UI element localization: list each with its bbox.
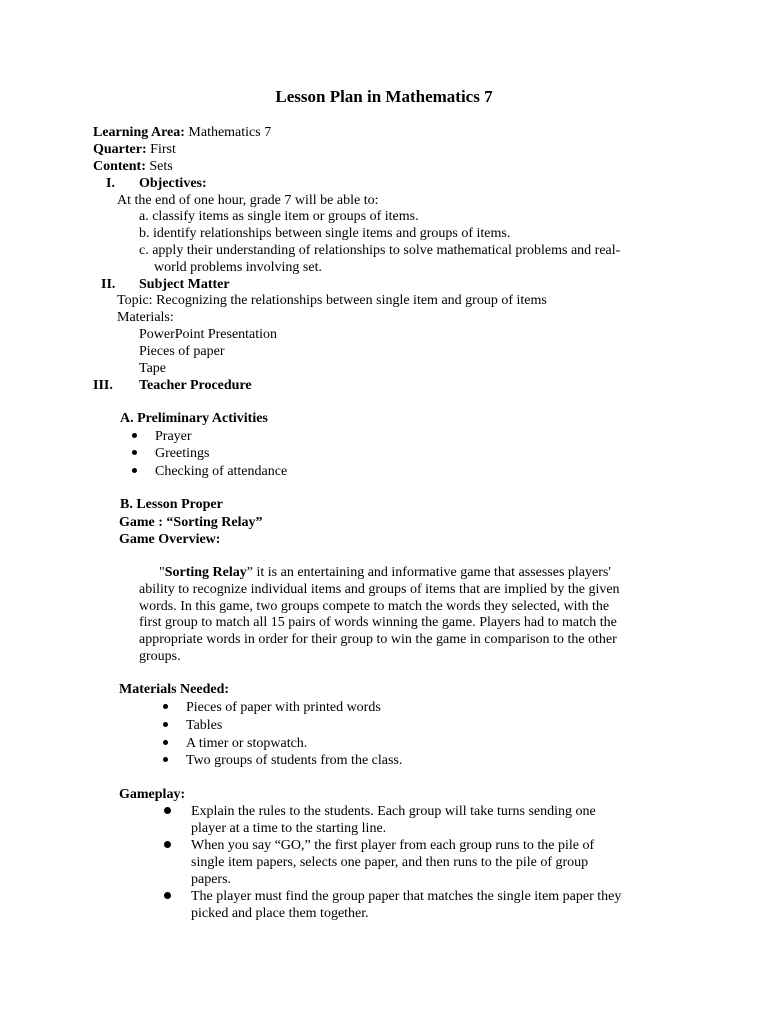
overview-line: groups. [139, 649, 181, 664]
bullet-icon [132, 433, 137, 438]
content-line [93, 158, 173, 175]
learning-area-value: Mathematics 7 [188, 125, 272, 140]
bullet-icon [163, 704, 168, 709]
gameplay-item-line: When you say “GO,” the first player from each group runs to the pile of [191, 838, 595, 853]
overview-game-name: Sorting Relay [164, 565, 247, 580]
document-title: Lesson Plan in Mathematics 7 [275, 87, 493, 106]
quarter-line [93, 141, 176, 158]
material-item: Tape [139, 361, 167, 376]
materials-needed-item: Two groups of students from the class. [186, 753, 403, 768]
game-overview-heading: Game Overview: [119, 532, 221, 547]
learning-area-label: Learning Area: [93, 125, 185, 140]
bullet-icon [164, 807, 171, 814]
gameplay-item-line: The player must find the group paper that matches the single item paper they [191, 889, 622, 904]
materials-needed-item: A timer or stopwatch. [186, 736, 308, 751]
bullet-icon [163, 740, 168, 745]
overview-line: first group to match all 15 pairs of words winning the game. Players had to match the [139, 615, 617, 630]
materials-needed-item: Tables [186, 718, 223, 733]
bullet-icon [164, 892, 171, 899]
objective-item-a: a. classify items as single item or groups of items. [139, 209, 419, 224]
subject-matter-numeral: II. [101, 277, 116, 292]
overview-line: words. In this game, two groups compete to match the words they selected, with the [139, 599, 610, 614]
teacher-procedure-numeral: III. [93, 378, 113, 393]
bullet-icon [132, 450, 137, 455]
preliminary-heading: A. Preliminary Activities [120, 411, 268, 426]
overview-line [159, 564, 611, 581]
materials-needed-item: Pieces of paper with printed words [186, 700, 381, 715]
gameplay-item-line: papers. [191, 872, 232, 887]
learning-area-line [93, 124, 271, 141]
gameplay-item-line: single item papers, selects one paper, and then runs to the pile of group [191, 855, 589, 870]
bullet-icon [164, 841, 171, 848]
overview-line: appropriate words in order for their group to win the game in comparison to the other [139, 632, 617, 647]
teacher-procedure-heading: Teacher Procedure [139, 378, 252, 393]
gameplay-item-line: picked and place them together. [191, 906, 369, 921]
preliminary-item: Checking of attendance [155, 464, 288, 479]
objectives-heading: Objectives: [139, 176, 207, 191]
gameplay-item-line: Explain the rules to the students. Each group will take turns sending one [191, 804, 596, 819]
lesson-proper-heading: B. Lesson Proper [120, 497, 223, 512]
subject-matter-heading: Subject Matter [139, 277, 230, 292]
materials-label: Materials: [117, 310, 174, 325]
bullet-icon [132, 468, 137, 473]
material-item: PowerPoint Presentation [139, 327, 278, 342]
materials-needed-heading: Materials Needed: [119, 682, 230, 697]
objectives-intro: At the end of one hour, grade 7 will be able to: [117, 193, 379, 208]
objective-item-c-continued: world problems involving set. [154, 260, 322, 275]
bullet-icon [163, 722, 168, 727]
quarter-label: Quarter: [93, 142, 147, 157]
bullet-icon [163, 757, 168, 762]
objective-item-b: b. identify relationships between single items and groups of items. [139, 226, 511, 241]
gameplay-item-line: player at a time to the starting line. [191, 821, 387, 836]
overview-open-quote: " [159, 565, 165, 580]
game-title: Game : “Sorting Relay” [119, 515, 263, 530]
overview-line: ability to recognize individual items and groups of items that are implied by the given [139, 582, 620, 597]
gameplay-heading: Gameplay: [119, 787, 186, 802]
material-item: Pieces of paper [139, 344, 225, 359]
content-value: Sets [149, 159, 173, 174]
content-label: Content: [93, 159, 146, 174]
preliminary-item: Greetings [155, 446, 210, 461]
quarter-value: First [150, 142, 176, 157]
preliminary-item: Prayer [155, 429, 192, 444]
objectives-numeral: I. [106, 176, 115, 191]
objective-item-c: c. apply their understanding of relationships to solve mathematical problems and real- [139, 243, 621, 258]
overview-line-text: ” it is an entertaining and informative game that assesses players' [246, 565, 611, 580]
subject-matter-topic: Topic: Recognizing the relationships between single item and group of items [117, 293, 547, 308]
